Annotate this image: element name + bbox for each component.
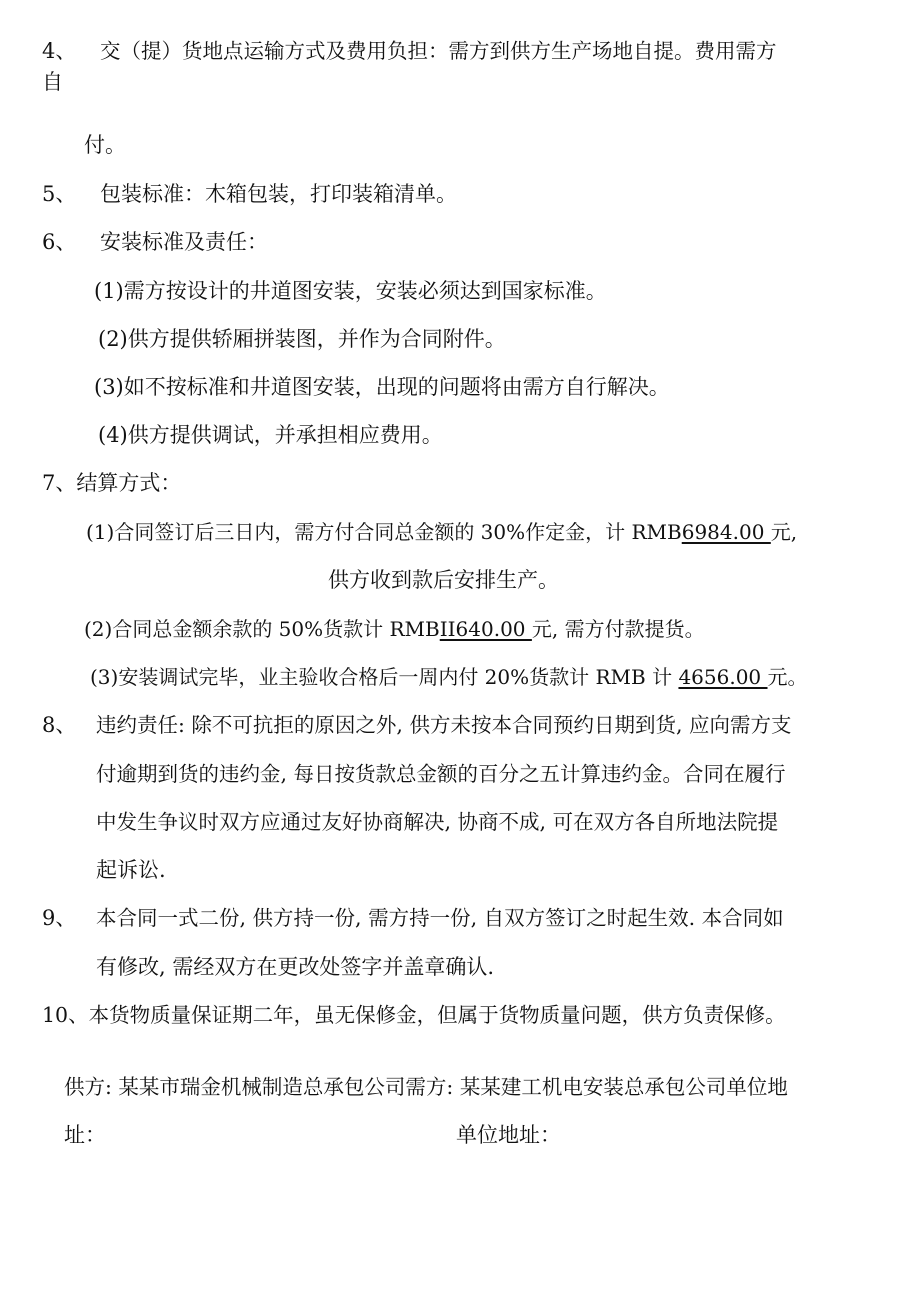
item-6-sub-3: (3)如不按标准和井道图安装，出现的问题将由需方自行解决。 <box>94 375 670 399</box>
parties-line: 供方: 某某市瑞金机械制造总承包公司需方: 某某建工机电安装总承包公司单位地 <box>64 1075 788 1099</box>
buyer-address-label: 单位地址： <box>456 1123 561 1147</box>
item-9-line-1: 本合同一式二份, 供方持一份, 需方持一份, 自双方签订之时起生效. 本合同如 <box>96 906 784 930</box>
payment-1-cont: 供方收到款后安排生产。 <box>328 568 559 592</box>
payment-2-amount: II640.00 <box>439 617 532 641</box>
supplier-address-label: 址： <box>64 1123 106 1147</box>
item-6-sub-1: (1)需方按设计的井道图安装，安装必须达到国家标准。 <box>94 279 607 303</box>
item-4-wrap: 自 <box>42 70 63 94</box>
item-4-cont: 付。 <box>84 133 126 157</box>
item-9-number: 9、 <box>42 906 77 930</box>
item-6-sub-4: (4)供方提供调试，并承担相应费用。 <box>98 423 443 447</box>
item-10-text: 10、本货物质量保证期二年，虽无保修金，但属于货物质量问题，供方负责保修。 <box>42 1003 786 1027</box>
payment-3-text: (3)安装调试完毕，业主验收合格后一周内付 20%货款计 RMB 计 <box>90 665 679 689</box>
payment-3-unit: 元。 <box>767 665 808 689</box>
payment-1-text: (1)合同签订后三日内，需方付合同总金额的 30%作定金，计 RMB <box>86 520 682 544</box>
item-6-number: 6、 <box>42 230 77 254</box>
payment-3-amount: 4656.00 <box>678 665 768 689</box>
payment-3 <box>90 663 808 691</box>
payment-1-amount: 6984.00 <box>681 520 771 544</box>
item-8-line-1: 违约责任: 除不可抗拒的原因之外, 供方未按本合同预约日期到货, 应向需方支 <box>96 713 792 737</box>
item-6-text: 安装标准及责任： <box>100 230 268 254</box>
item-7-title: 7、结算方式： <box>42 471 182 495</box>
item-8-number: 8、 <box>42 713 77 737</box>
item-5-text: 包装标准：木箱包装，打印装箱清单。 <box>100 182 457 206</box>
payment-1-unit: 元, <box>770 520 798 544</box>
payment-1 <box>86 518 797 546</box>
item-8-line-4: 起诉讼. <box>96 858 166 882</box>
item-8-line-3: 中发生争议时双方应通过友好协商解决, 协商不成, 可在双方各自所地法院提 <box>96 810 779 834</box>
item-4-text: 交（提）货地点运输方式及费用负担：需方到供方生产场地自提。费用需方 <box>100 39 777 63</box>
payment-2-text: (2)合同总金额余款的 50%货款计 RMB <box>84 617 440 641</box>
payment-2 <box>84 615 705 643</box>
item-4-number: 4、 <box>42 39 77 63</box>
item-9-line-2: 有修改, 需经双方在更改处签字并盖章确认. <box>96 955 495 979</box>
payment-2-unit: 元, 需方付款提货。 <box>531 617 705 641</box>
item-5-number: 5、 <box>42 182 77 206</box>
item-6-sub-2: (2)供方提供轿厢拼装图，并作为合同附件。 <box>98 327 506 351</box>
item-8-line-2: 付逾期到货的违约金, 每日按货款总金额的百分之五计算违约金。合同在履行 <box>96 762 786 786</box>
